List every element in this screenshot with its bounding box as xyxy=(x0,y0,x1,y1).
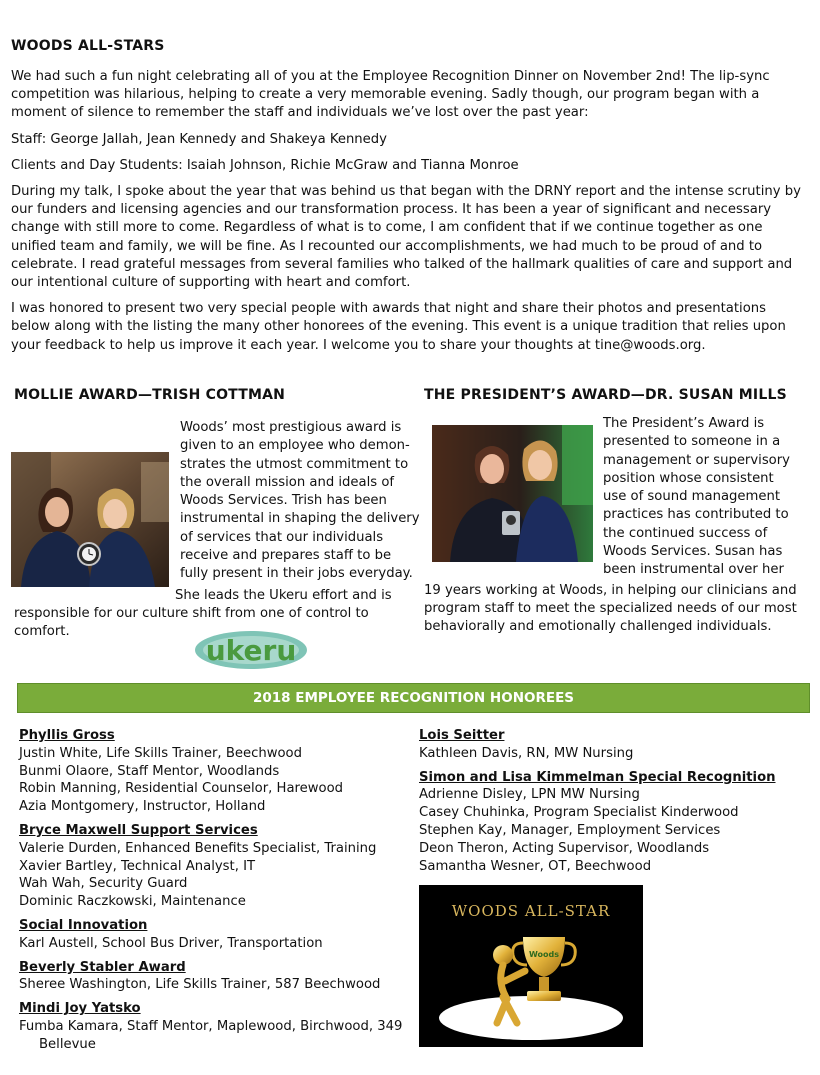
text-line: 19 years working at Woods, in helping our clinicians and xyxy=(424,583,797,598)
honoree-entry: Fumba Kamara, Staff Mentor, Maplewood, Birchwood, 349 Bellevue xyxy=(19,1018,403,1052)
page-title: WOODS ALL-STARS xyxy=(11,38,165,54)
honorees-right-column xyxy=(419,727,809,875)
honorees-banner: 2018 EMPLOYEE RECOGNITION HONOREES xyxy=(17,683,810,713)
text-line: of services that our individuals xyxy=(180,529,384,545)
text-line: management or supervisory xyxy=(603,452,790,468)
intro-text xyxy=(11,68,801,355)
honorees-left-column xyxy=(19,727,403,1054)
mollie-award-text xyxy=(180,419,420,584)
text-line: position whose consistent xyxy=(603,470,774,486)
text-line: She leads the Ukeru effort and is xyxy=(175,588,392,603)
honoree-category: Mindi Joy Yatsko xyxy=(19,1001,141,1017)
text-line: Woods Services. Susan has xyxy=(603,544,783,560)
ukeru-logo-text: ukeru xyxy=(205,634,297,667)
text-line: strates the utmost commitment to xyxy=(180,456,409,472)
text-line: instrumental in shaping the delivery xyxy=(180,511,420,527)
presidents-award-photo xyxy=(432,425,593,562)
honoree-entry: Samantha Wesner, OT, Beechwood xyxy=(419,858,652,874)
presidents-award-heading: THE PRESIDENT’S AWARD—DR. SUSAN MILLS xyxy=(424,387,787,403)
honoree-entry: Robin Manning, Residential Counselor, Harewood xyxy=(19,781,344,797)
text-line: practices has contributed to xyxy=(603,507,789,523)
honoree-entry: Wah Wah, Security Guard xyxy=(19,876,188,892)
text-line: been instrumental over her xyxy=(603,562,784,578)
ukeru-logo xyxy=(193,629,309,671)
honoree-entry: Adrienne Disley, LPN MW Nursing xyxy=(419,787,640,803)
honoree-category: Phyllis Gross xyxy=(19,728,115,743)
honoree-entry: Casey Chuhinka, Program Specialist Kinderwood xyxy=(419,805,739,821)
text-line: presented to someone in a xyxy=(603,434,781,450)
honoree-category: Social Innovation xyxy=(19,917,148,933)
honoree-entry: Azia Montgomery, Instructor, Holland xyxy=(19,799,266,815)
text-line: responsible for our culture shift from one of control to xyxy=(14,606,369,621)
honoree-category: Lois Seitter xyxy=(419,728,505,743)
intro-paragraph: During my talk, I spoke about the year that was behind us that began with the DRNY report and the intense scrutiny by our funders and licensing agencies and our transformation process. It has been a year of significant and necessary change with still more to come. Regardless of what is to come, I am confident that if we continue together as one unified team and family, we will be fine. As I recounted our accomplishments, we had much to be proud of and to celebrate. I read grateful messages from several families who talked of the hallmark qualities of care and support and our intentional culture of supporting with heart and comfort. xyxy=(11,184,801,291)
honoree-entry: Sheree Washington, Life Skills Trainer, 587 Beechwood xyxy=(19,977,381,993)
honoree-entry: Valerie Durden, Enhanced Benefits Specialist, Training xyxy=(19,840,377,856)
intro-staff-line: Staff: George Jallah, Jean Kennedy and Shakeya Kennedy xyxy=(11,131,387,147)
presidents-award-text xyxy=(603,415,813,580)
honoree-category: Bryce Maxwell Support Services xyxy=(19,822,258,838)
intro-paragraph: We had such a fun night celebrating all of you at the Employee Recognition Dinner on November 2nd! The lip-sync competition was hilarious, helping to create a very memorable evening. Sadly though, our program began with a moment of silence to remember the staff and individuals we’ve lost over the past year: xyxy=(11,69,770,121)
text-line: use of sound management xyxy=(603,489,780,505)
intro-clients-line: Clients and Day Students: Isaiah Johnson, Richie McGraw and Tianna Monroe xyxy=(11,157,519,173)
honoree-entry: Deon Theron, Acting Supervisor, Woodlands xyxy=(419,840,710,856)
intro-paragraph: I was honored to present two very special people with awards that night and share their photos and presentations below along with the listing the many other honorees of the evening. This event is a unique tradition that relies upon your feedback to help us improve it each year. I welcome you to share your thoughts at tine@woods.org. xyxy=(11,301,786,353)
text-line: the continued success of xyxy=(603,525,768,541)
text-line: given to an employee who demon- xyxy=(180,438,410,454)
honoree-category: Beverly Stabler Award xyxy=(19,959,186,975)
text-line: The President’s Award is xyxy=(603,416,765,431)
honoree-entry: Xavier Bartley, Technical Analyst, IT xyxy=(19,858,256,874)
all-star-title: WOODS ALL-STAR xyxy=(451,902,611,920)
cup-logo-text: Woods xyxy=(528,950,560,959)
text-line: comfort. xyxy=(14,624,70,639)
text-line: Woods Services. Trish has been xyxy=(180,493,387,509)
honoree-entry: Stephen Kay, Manager, Employment Services xyxy=(419,822,721,838)
honoree-entry: Dominic Raczkowski, Maintenance xyxy=(19,894,246,910)
mollie-award-heading: MOLLIE AWARD—TRISH COTTMAN xyxy=(14,387,286,403)
text-line: Woods’ most prestigious award is xyxy=(180,420,402,435)
text-line: program staff to meet the specialized needs of our most xyxy=(424,601,797,616)
honoree-entry: Bunmi Olaore, Staff Mentor, Woodlands xyxy=(19,763,280,779)
honoree-entry: Kathleen Davis, RN, MW Nursing xyxy=(419,745,634,761)
text-line: receive and prepares staff to be xyxy=(180,548,392,564)
mollie-award-photo xyxy=(11,452,169,587)
honoree-category: Simon and Lisa Kimmelman Special Recognition xyxy=(419,769,776,785)
text-line: fully present in their jobs everyday. xyxy=(180,566,413,582)
honoree-entry: Karl Austell, School Bus Driver, Transportation xyxy=(19,935,323,951)
honoree-entry: Justin White, Life Skills Trainer, Beechwood xyxy=(19,745,302,761)
text-line: the overall mission and ideals of xyxy=(180,474,395,490)
woods-all-star-graphic xyxy=(419,885,643,1047)
text-line: behaviorally and emotionally challenged individuals. xyxy=(424,619,772,634)
